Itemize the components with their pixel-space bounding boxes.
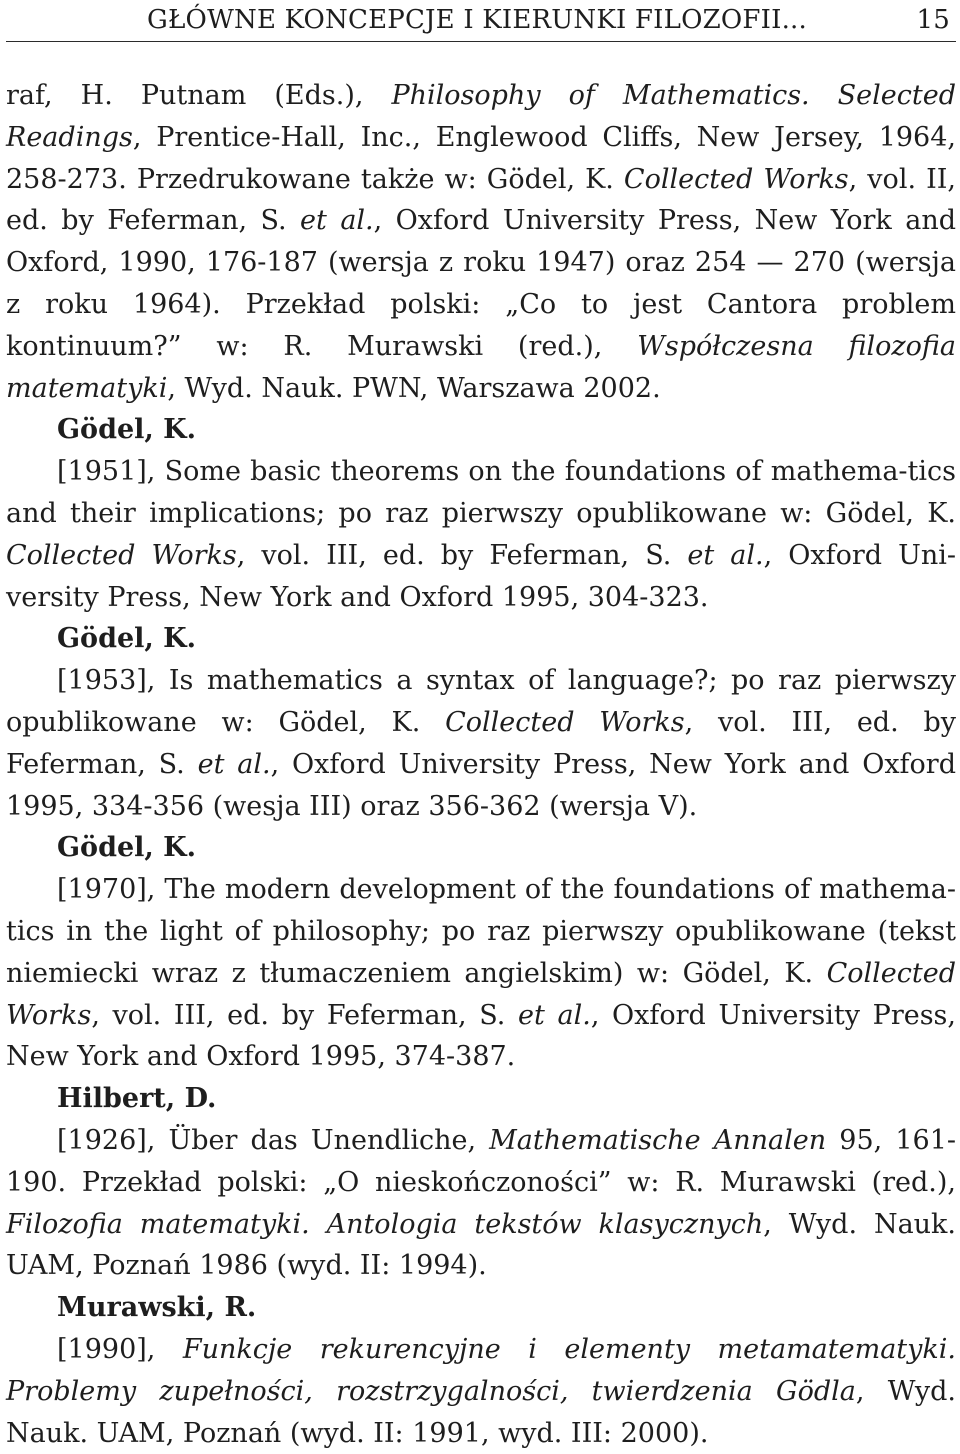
entry-text: raf, H. Putnam (Eds.), <box>6 80 392 111</box>
entry-author: Hilbert, D. <box>57 1083 217 1115</box>
entry-author: Murawski, R. <box>57 1292 257 1324</box>
entry-text: [1970], The modern development of the foundations of mathema-tics in the light of philosophy; po raz pierwszy opublikowane (tekst niemiecki wraz z tłumaczeniem angielskim) w: Gödel, K. <box>6 874 956 989</box>
bibliography <box>6 42 956 1454</box>
entry-italic-abbrev: et al. <box>518 999 591 1031</box>
bibliography-entry-continuation <box>6 75 956 409</box>
entry-italic-abbrev: et al. <box>197 748 271 780</box>
bibliography-entry <box>6 660 956 827</box>
entry-text: , Oxford University Press, New York and Oxford, 1990, 176-187 (wersja z roku 1947) oraz 254 — 270 (wersja z roku 1964). Przekład polski: „Co to jest Cantora problem kontinuum?” w: R. Murawski (red.), <box>6 205 956 362</box>
entry-text: , Wyd. Nauk. UAM, Poznań 1986 (wyd. II: 1994). <box>6 1208 956 1282</box>
bibliography-entry <box>6 1329 956 1454</box>
entry-text: [1990], <box>57 1333 183 1365</box>
entry-italic-title: Collected Works <box>6 957 956 1031</box>
entry-author: Gödel, K. <box>57 414 197 446</box>
entry-italic-abbrev: et al. <box>300 205 374 237</box>
entry-italic-title: Philosophy of Mathematics. Selected Readings <box>6 80 956 153</box>
bibliography-entry <box>6 451 956 618</box>
entry-text: [1926], Über das Unendliche, <box>57 1124 490 1156</box>
entry-text: , vol. III, ed. by Feferman, S. <box>6 706 956 780</box>
entry-italic-title: Filozofia matematyki. Antologia tekstów klasycznych <box>6 1208 764 1240</box>
entry-text: , Oxford University Press, New York and Oxford 1995, 334-356 (wesja III) oraz 356-362 (wersja V). <box>6 748 956 822</box>
entry-italic-title: Mathematische Annalen <box>489 1124 827 1156</box>
bibliography-entry <box>6 869 956 1078</box>
entry-italic-title: Collected Works <box>445 706 685 738</box>
entry-italic-title: Współczesna filozofia matematyki <box>6 330 956 404</box>
running-header <box>6 0 956 42</box>
entry-author: Gödel, K. <box>57 832 197 864</box>
entry-text: , vol. II, ed. by Feferman, S. <box>6 163 956 237</box>
entry-text: [1953], Is mathematics a syntax of language?; po raz pierwszy opublikowane w: Gödel, K. <box>6 665 956 738</box>
running-header-title: GŁÓWNE KONCEPCJE I KIERUNKI FILOZOFII... <box>147 5 807 35</box>
page-number: 15 <box>916 5 950 35</box>
entry-text: , Prentice-Hall, Inc., Englewood Cliffs, New Jersey, 1964, 258-273. Przedrukowane także w: Gödel, K. <box>6 121 956 195</box>
entry-author: Gödel, K. <box>57 623 197 655</box>
entry-text: , Wyd. Nauk. PWN, Warszawa 2002. <box>167 372 661 404</box>
entry-italic-abbrev: et al. <box>687 539 764 571</box>
entry-italic-title: Collected Works <box>6 539 237 571</box>
entry-text: , Oxford Uni-versity Press, New York and Oxford 1995, 304-323. <box>6 539 957 613</box>
entry-italic-title: Funkcje rekurencyjne i elementy metamatematyki. Problemy zupełności, rozstrzygalności, twierdzenia Gödla <box>6 1333 956 1407</box>
entry-text: [1951], Some basic theorems on the foundations of mathema-tics and their implications; po raz pierwszy opublikowane w: Gödel, K. <box>6 456 956 529</box>
entry-text: 95, 161-190. Przekład polski: „O nieskończoności” w: R. Murawski (red.), <box>6 1124 956 1198</box>
entry-text: , vol. III, ed. by Feferman, S. <box>236 539 688 571</box>
entry-text: , vol. III, ed. by Feferman, S. <box>91 999 519 1031</box>
entry-italic-title: Collected Works <box>623 163 849 195</box>
entry-text: , Oxford University Press, New York and Oxford 1995, 374-387. <box>6 999 956 1073</box>
entry-text: , Wyd. Nauk. UAM, Poznań (wyd. II: 1991, wyd. III: 2000). <box>6 1375 956 1449</box>
bibliography-entry <box>6 1120 956 1287</box>
